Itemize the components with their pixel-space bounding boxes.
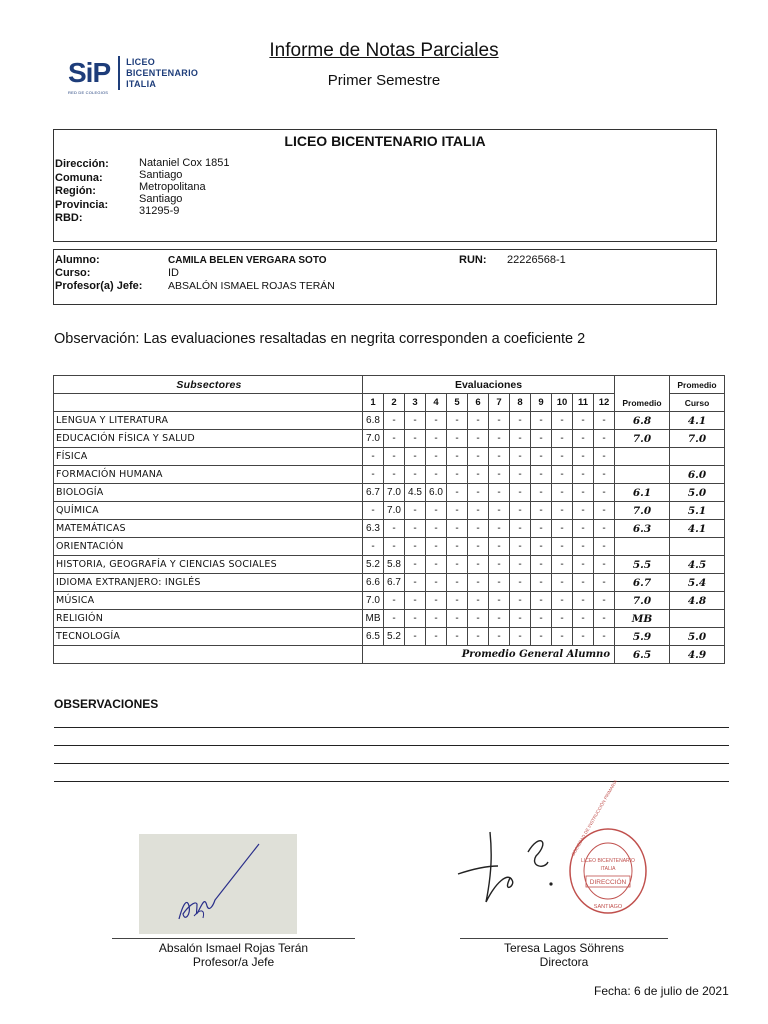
grade-cell: - (552, 448, 573, 466)
subject-average: 6.3 (615, 520, 670, 538)
grade-cell: - (510, 412, 531, 430)
eval-number: 7 (489, 394, 510, 412)
subject-average (615, 538, 670, 556)
grade-cell: 6.6 (363, 574, 384, 592)
subject-name: FORMACIÓN HUMANA (54, 466, 363, 484)
grade-cell: - (468, 466, 489, 484)
grade-cell: - (573, 592, 594, 610)
grade-cell: 6.7 (384, 574, 405, 592)
grade-cell: - (405, 592, 426, 610)
page-title: Informe de Notas Parciales (269, 40, 499, 61)
subject-average: 5.9 (615, 628, 670, 646)
grade-cell: - (510, 466, 531, 484)
stamp-inner-2: ITALIA (600, 866, 616, 872)
grade-cell: - (573, 448, 594, 466)
grades-table (53, 375, 725, 664)
school-field-value: 31295-9 (139, 205, 180, 217)
grade-cell: - (447, 556, 468, 574)
teacher-role: Profesor/a Jefe (192, 955, 275, 969)
grade-cell: - (531, 484, 552, 502)
grade-cell: - (573, 466, 594, 484)
grade-cell: - (531, 466, 552, 484)
director-stamp (566, 779, 650, 916)
grade-cell: - (594, 556, 615, 574)
grade-cell: 6.7 (363, 484, 384, 502)
grade-cell: - (552, 538, 573, 556)
subject-average: 5.5 (615, 556, 670, 574)
run-value: 22226568-1 (507, 254, 566, 266)
grade-cell: - (468, 412, 489, 430)
grade-cell: - (594, 520, 615, 538)
grade-cell: - (447, 520, 468, 538)
stamp-center: DIRECCIÓN (589, 879, 627, 886)
alumno-value: CAMILA BELEN VERGARA SOTO (168, 255, 327, 266)
grade-cell: - (489, 556, 510, 574)
grade-cell: - (447, 430, 468, 448)
grade-cell: - (384, 430, 405, 448)
grade-cell: - (573, 610, 594, 628)
grade-cell: - (510, 592, 531, 610)
table-row (54, 448, 725, 466)
grade-cell: - (510, 628, 531, 646)
grade-cell: - (426, 556, 447, 574)
grade-cell: - (594, 592, 615, 610)
grade-cell: - (384, 538, 405, 556)
grade-cell: - (531, 592, 552, 610)
grade-cell: - (489, 538, 510, 556)
school-name: LICEO BICENTENARIO ITALIA (284, 133, 486, 149)
logo-liceo-line1: LICEO (126, 56, 156, 67)
subject-name: ORIENTACIÓN (54, 538, 363, 556)
grade-cell: - (384, 448, 405, 466)
grade-cell: - (489, 466, 510, 484)
grade-cell: - (552, 520, 573, 538)
grade-cell: - (531, 556, 552, 574)
grade-cell: 7.0 (384, 484, 405, 502)
course-average: 4.5 (670, 556, 725, 574)
grade-cell: - (489, 412, 510, 430)
grade-cell: - (468, 520, 489, 538)
grade-cell: - (573, 574, 594, 592)
course-average (670, 448, 725, 466)
eval-number: 4 (426, 394, 447, 412)
grade-cell: - (405, 466, 426, 484)
grade-cell: 5.8 (384, 556, 405, 574)
course-average: 5.1 (670, 502, 725, 520)
eval-number: 6 (468, 394, 489, 412)
subject-name: LENGUA Y LITERATURA (54, 412, 363, 430)
grade-cell: - (594, 484, 615, 502)
grade-cell: - (573, 628, 594, 646)
grade-cell: 7.0 (363, 430, 384, 448)
grade-cell: - (573, 556, 594, 574)
grade-cell: 5.2 (363, 556, 384, 574)
student-info-box (53, 249, 717, 305)
grade-cell: - (594, 466, 615, 484)
grade-body (54, 412, 725, 646)
grade-cell: - (552, 466, 573, 484)
report-date: Fecha: 6 de julio de 2021 (594, 984, 729, 998)
subject-average: 7.0 (615, 592, 670, 610)
grade-cell: - (510, 520, 531, 538)
eval-number: 10 (552, 394, 573, 412)
grade-cell: - (426, 466, 447, 484)
school-field-label: Región: (55, 185, 96, 197)
table-row (54, 556, 725, 574)
subject-average (615, 448, 670, 466)
grade-cell: - (531, 538, 552, 556)
grade-cell: - (384, 610, 405, 628)
grade-cell: - (531, 412, 552, 430)
grade-cell: 6.8 (363, 412, 384, 430)
subject-name: MÚSICA (54, 592, 363, 610)
grade-cell: - (468, 610, 489, 628)
subject-average (615, 466, 670, 484)
grade-cell: - (552, 430, 573, 448)
grade-cell: - (426, 430, 447, 448)
stamp-icon (566, 779, 650, 916)
general-course-value: 4.9 (670, 646, 725, 664)
course-average: 6.0 (670, 466, 725, 484)
grade-cell: 5.2 (384, 628, 405, 646)
subsectores-spacer (54, 394, 363, 412)
grade-cell: - (594, 430, 615, 448)
grade-cell: - (405, 574, 426, 592)
subsectores-header: Subsectores (54, 376, 363, 394)
grade-cell: - (594, 412, 615, 430)
promedio-curso-header-1: Promedio (670, 376, 725, 394)
grade-cell: - (405, 502, 426, 520)
eval-number: 12 (594, 394, 615, 412)
grade-cell: - (384, 592, 405, 610)
subject-average: 7.0 (615, 502, 670, 520)
stamp-outer: SOCIEDAD DE INSTRUCCIÓN PRIMARIA (570, 779, 619, 857)
grade-cell: - (447, 466, 468, 484)
grade-cell: - (384, 520, 405, 538)
grade-cell: - (531, 430, 552, 448)
school-field-value: Nataniel Cox 1851 (139, 157, 230, 169)
grade-cell: - (489, 448, 510, 466)
grade-cell: - (552, 610, 573, 628)
grade-cell: - (468, 592, 489, 610)
grade-cell: - (426, 592, 447, 610)
grade-cell: - (510, 610, 531, 628)
grade-cell: - (426, 610, 447, 628)
table-row (54, 412, 725, 430)
school-field-label: Provincia: (55, 198, 109, 211)
grade-cell: - (447, 574, 468, 592)
grade-cell: - (468, 538, 489, 556)
grade-cell: - (510, 502, 531, 520)
grade-cell: - (489, 430, 510, 448)
grade-cell: - (447, 592, 468, 610)
alumno-label: Alumno: (55, 254, 100, 266)
grade-cell: - (489, 484, 510, 502)
table-row (54, 628, 725, 646)
grade-cell: - (573, 484, 594, 502)
subject-name: BIOLOGÍA (54, 484, 363, 502)
grade-cell: - (447, 628, 468, 646)
school-field-value: Santiago (139, 193, 183, 205)
grade-cell: 4.5 (405, 484, 426, 502)
subject-name: HISTORIA, GEOGRAFÍA Y CIENCIAS SOCIALES (54, 556, 363, 574)
grade-cell: - (552, 502, 573, 520)
general-average-row (54, 646, 725, 664)
grade-cell: - (552, 574, 573, 592)
grade-cell: - (531, 520, 552, 538)
director-role: Directora (539, 955, 589, 969)
grade-cell: - (447, 448, 468, 466)
school-field-label: Dirección: (55, 158, 109, 170)
subject-name: IDIOMA EXTRANJERO: INGLÉS (54, 574, 363, 592)
eval-number: 5 (447, 394, 468, 412)
observation-note: Observación: Las evaluaciones resaltadas en negrita corresponden a coeficiente 2 (54, 331, 586, 347)
grade-cell: - (405, 556, 426, 574)
logo-liceo-line2: BICENTENARIO ITALIA (126, 67, 199, 89)
grade-cell: - (594, 574, 615, 592)
eval-number: 2 (384, 394, 405, 412)
grade-cell: - (363, 538, 384, 556)
logo-sip-text: SiP (68, 57, 111, 88)
grade-cell: - (510, 484, 531, 502)
teacher-name: Absalón Ismael Rojas Terán (158, 941, 309, 955)
school-field-value: Metropolitana (139, 181, 206, 193)
grade-cell: - (573, 538, 594, 556)
subject-name: TECNOLOGÍA (54, 628, 363, 646)
grade-cell: - (426, 502, 447, 520)
general-spacer (54, 646, 363, 664)
grade-cell: - (552, 556, 573, 574)
grade-cell: - (594, 628, 615, 646)
general-average-label: Promedio General Alumno (363, 646, 615, 664)
teacher-signature-line (112, 938, 355, 939)
eval-number: 11 (573, 394, 594, 412)
subject-name: FÍSICA (54, 448, 363, 466)
grade-cell: - (384, 412, 405, 430)
eval-number: 3 (405, 394, 426, 412)
table-row (54, 466, 725, 484)
grade-cell: - (405, 430, 426, 448)
director-signature-icon (450, 822, 570, 917)
stamp-inner-1: LICEO BICENTENARIO (581, 858, 635, 864)
table-row (54, 574, 725, 592)
grade-cell: - (447, 484, 468, 502)
grade-cell: - (573, 412, 594, 430)
observation-line (54, 745, 729, 746)
profesor-label: Profesor(a) Jefe: (55, 280, 143, 292)
observation-line (54, 781, 729, 782)
grade-cell: - (489, 502, 510, 520)
table-row (54, 430, 725, 448)
observation-line (54, 727, 729, 728)
subject-average: 6.1 (615, 484, 670, 502)
curso-label: Curso: (55, 267, 91, 279)
director-name: Teresa Lagos Söhrens (503, 941, 625, 955)
school-field-value: Santiago (139, 169, 183, 181)
grade-cell: - (489, 610, 510, 628)
grade-cell: - (447, 412, 468, 430)
grade-cell: - (405, 628, 426, 646)
grade-cell: - (468, 484, 489, 502)
grade-cell: - (552, 592, 573, 610)
grade-cell: - (510, 448, 531, 466)
grade-cell: - (489, 592, 510, 610)
grade-cell: MB (363, 610, 384, 628)
subject-average: 7.0 (615, 430, 670, 448)
grade-cell: - (573, 430, 594, 448)
subject-name: EDUCACIÓN FÍSICA Y SALUD (54, 430, 363, 448)
table-row (54, 610, 725, 628)
grade-cell: - (594, 610, 615, 628)
director-signature (450, 822, 570, 917)
curso-value: ID (168, 267, 179, 279)
grade-cell: - (510, 430, 531, 448)
grade-cell: 7.0 (384, 502, 405, 520)
table-row (54, 484, 725, 502)
promedio-curso-header-2: Curso (670, 394, 725, 412)
subject-name: RELIGIÓN (54, 610, 363, 628)
grade-cell: - (405, 610, 426, 628)
course-average: 4.8 (670, 592, 725, 610)
eval-number: 9 (531, 394, 552, 412)
subject-name: QUÍMICA (54, 502, 363, 520)
grade-cell: - (468, 448, 489, 466)
course-average: 5.4 (670, 574, 725, 592)
grade-cell: - (573, 502, 594, 520)
grade-cell: - (447, 502, 468, 520)
grade-cell: - (510, 574, 531, 592)
grade-cell: - (363, 502, 384, 520)
course-average (670, 610, 725, 628)
school-info-box (53, 129, 717, 242)
grade-cell: - (594, 448, 615, 466)
subject-average: 6.7 (615, 574, 670, 592)
subject-average: MB (615, 610, 670, 628)
grade-cell: - (468, 556, 489, 574)
grade-cell: - (531, 574, 552, 592)
course-average: 4.1 (670, 520, 725, 538)
teacher-signature-icon (139, 834, 297, 934)
table-row (54, 502, 725, 520)
promedio-header: Promedio (615, 376, 670, 412)
table-row (54, 538, 725, 556)
grade-cell: - (405, 412, 426, 430)
grade-cell: - (426, 538, 447, 556)
stamp-bottom: SANTIAGO (593, 904, 623, 910)
grade-cell: - (552, 628, 573, 646)
general-average-value: 6.5 (615, 646, 670, 664)
teacher-signature-image (139, 834, 297, 934)
grade-cell: 7.0 (363, 592, 384, 610)
grade-cell: - (405, 448, 426, 466)
observaciones-title: OBSERVACIONES (54, 697, 159, 711)
grade-cell: - (426, 448, 447, 466)
evaluaciones-header: Evaluaciones (363, 376, 615, 394)
grade-cell: - (405, 538, 426, 556)
course-average: 5.0 (670, 484, 725, 502)
grade-cell: - (468, 430, 489, 448)
grade-cell: - (468, 574, 489, 592)
subject-name: MATEMÁTICAS (54, 520, 363, 538)
grade-cell: - (552, 412, 573, 430)
grade-cell: - (447, 538, 468, 556)
grade-cell: - (531, 628, 552, 646)
grade-cell: - (594, 502, 615, 520)
grade-cell: - (426, 412, 447, 430)
grade-cell: - (468, 502, 489, 520)
course-average: 4.1 (670, 412, 725, 430)
grade-cell: 6.5 (363, 628, 384, 646)
eval-number: 1 (363, 394, 384, 412)
grade-cell: - (468, 628, 489, 646)
grade-cell: - (531, 610, 552, 628)
profesor-value: ABSALÓN ISMAEL ROJAS TERÁN (168, 280, 335, 292)
grade-cell: - (489, 520, 510, 538)
grade-cell: - (384, 466, 405, 484)
grade-cell: - (447, 610, 468, 628)
grade-cell: - (489, 574, 510, 592)
grade-cell: - (594, 538, 615, 556)
table-row (54, 592, 725, 610)
grade-cell: - (363, 466, 384, 484)
director-signature-line (460, 938, 668, 939)
grade-cell: - (426, 628, 447, 646)
grade-cell: - (510, 538, 531, 556)
run-label: RUN: (459, 254, 487, 266)
grade-cell: - (510, 556, 531, 574)
school-field-label: RBD: (55, 212, 83, 224)
course-average (670, 538, 725, 556)
grade-cell: - (363, 448, 384, 466)
grade-cell: - (531, 448, 552, 466)
eval-number: 8 (510, 394, 531, 412)
observation-line (54, 763, 729, 764)
grade-cell: 6.0 (426, 484, 447, 502)
subject-average: 6.8 (615, 412, 670, 430)
grade-cell: - (426, 574, 447, 592)
page-subtitle: Primer Semestre (327, 72, 441, 89)
table-row (54, 520, 725, 538)
grade-cell: - (552, 484, 573, 502)
logo-sip-sub: RED DE COLEGIOS (68, 90, 109, 95)
grade-cell: - (489, 628, 510, 646)
grade-cell: - (531, 502, 552, 520)
grade-cell: 6.3 (363, 520, 384, 538)
grade-cell: - (573, 520, 594, 538)
grade-cell: - (426, 520, 447, 538)
course-average: 7.0 (670, 430, 725, 448)
course-average: 5.0 (670, 628, 725, 646)
school-field-label: Comuna: (55, 171, 103, 184)
grade-cell: - (405, 520, 426, 538)
